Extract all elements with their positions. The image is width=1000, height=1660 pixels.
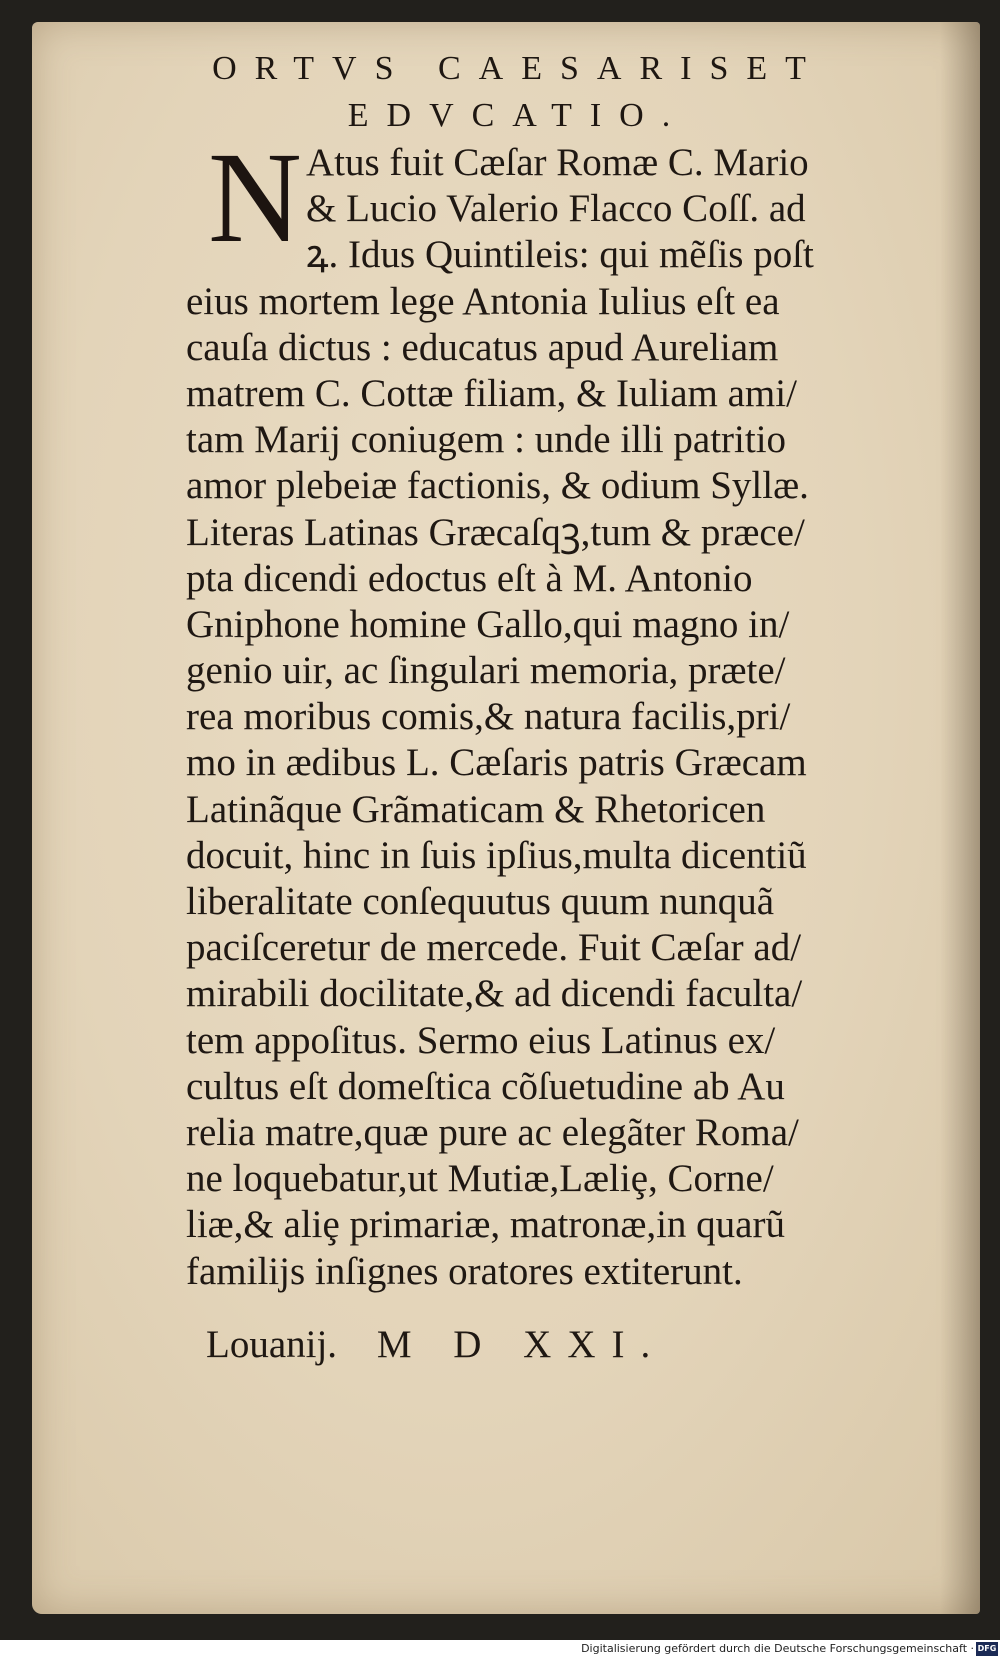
text-line: familijs inſignes oratores extiterunt. (186, 1249, 743, 1293)
text-line: rea moribus comis,& natura facilis,pri/ (186, 695, 791, 739)
text-line: liæ,& aliȩ primariæ, matronæ,in quarũ (186, 1203, 785, 1247)
text-line: cauſa dictus : educatus apud Aureliam (186, 325, 779, 369)
text-line: ne loquebatur,ut Mutiæ,Læliȩ, Corne/ (186, 1157, 774, 1201)
text-line: docuit, hinc in ſuis ipſius,multa dicentiũ (186, 833, 807, 877)
text-line: eius mortem lege Antonia Iulius eſt ea (186, 279, 780, 323)
title-line-2: EDVCATIO. (347, 97, 689, 134)
text-line: ꝝ. Idus Quintileis: qui mẽſis poſt (306, 233, 814, 277)
text-line: mo in ædibus L. Cæſaris patris Græcam (186, 741, 807, 785)
text-line: Latinãque Grãmaticam & Rhetoricen (186, 787, 766, 831)
text-line: liberalitate conſequutus quum nunquã (186, 880, 775, 923)
text-line: relia matre,quæ pure ac elegãter Roma/ (186, 1110, 799, 1154)
text-line: mirabili docilitate,& ad dicendi faculta/ (186, 972, 803, 1016)
colophon (206, 1322, 666, 1367)
text-line: tam Marij coniugem : unde illi patritio (186, 418, 787, 462)
text-line: pta dicendi edoctus eſt à M. Antonio (186, 556, 753, 600)
text-line: genio uir, ac ſingulari memoria, præte/ (186, 649, 786, 693)
colophon-place: Louanij. (206, 1323, 338, 1366)
dfg-logo: DFG (976, 1642, 998, 1656)
text-line: Atus fuit Cæſar Romæ C. Mario (306, 141, 809, 184)
footer-credit-text: Digitalisierung gefördert durch die Deutsche Forschungsgemeinschaft · (581, 1642, 974, 1655)
text-line: tem appoſitus. Sermo eius Latinus ex/ (186, 1018, 776, 1062)
text-line: & Lucio Valerio Flacco Coſſ. ad (306, 187, 806, 231)
text-line: paciſceretur de mercede. Fuit Cæſar ad/ (186, 926, 802, 970)
body-text (186, 126, 946, 1295)
digitization-footer (0, 1640, 1000, 1660)
text-line: cultus eſt domeſtica cõſuetudine ab Au (186, 1064, 785, 1108)
page-edge-shadow (940, 22, 980, 1614)
text-line: Literas Latinas Græcaſqꝫ,tum & præce/ (186, 510, 805, 554)
text-line: Gniphone homine Gallo,qui magno in/ (186, 602, 790, 646)
drop-cap: N (208, 126, 302, 270)
title-line-1: ORTVS CAESARISET (212, 50, 824, 87)
text-line: amor plebeiæ factionis, & odium Syllæ. (186, 464, 809, 508)
text-line: matrem C. Cottæ filiam, & Iuliam ami/ (186, 371, 797, 415)
colophon-year: M D XXI. (376, 1323, 667, 1366)
